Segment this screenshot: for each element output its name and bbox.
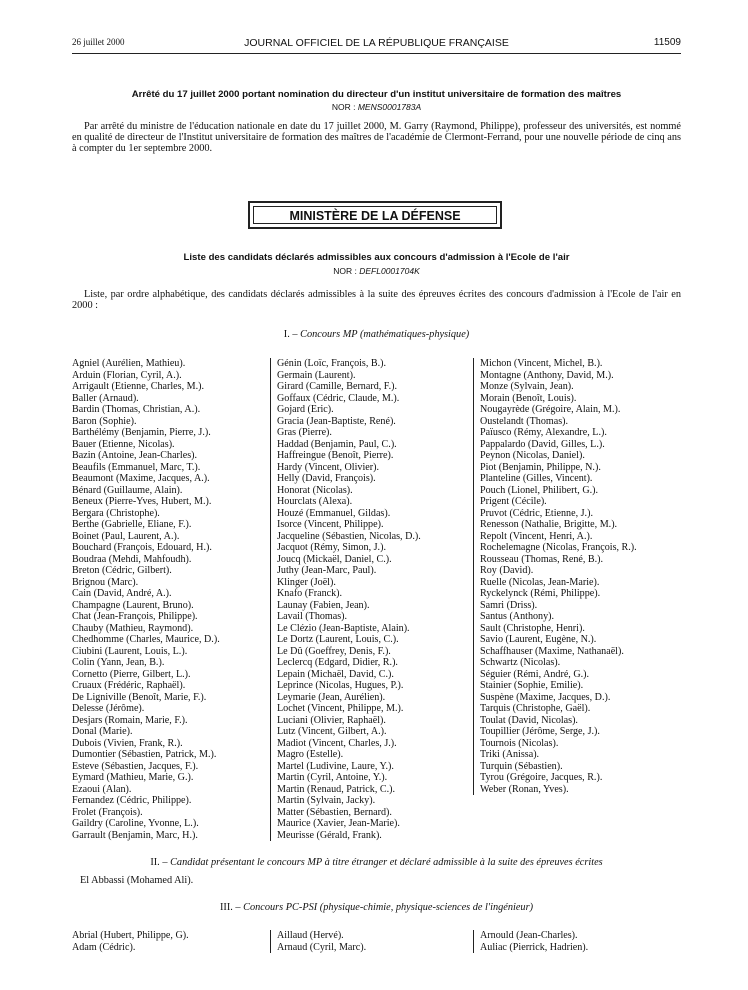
candidate-name: Le Dortz (Laurent, Louis, C.).	[277, 634, 399, 645]
candidate-name: Pruvot (Cédric, Etienne, J.).	[480, 507, 593, 519]
candidate-name: Arduin (Florian, Cyril, A.).	[72, 369, 182, 381]
candidate-name: Martin (Sylvain, Jacky).	[277, 795, 376, 806]
candidate-name: Meurisse (Gérald, Frank).	[277, 829, 382, 841]
candidate-name: Baron (Sophie).	[72, 415, 137, 427]
candidate-name: Renesson (Nathalie, Brigitte, M.).	[480, 519, 618, 530]
candidate-name: Ezaoui (Alan).	[72, 783, 132, 795]
section-1-column-1	[72, 358, 220, 841]
candidate-name: Leclercq (Edgard, Didier, R.).	[277, 657, 398, 668]
candidate-name: Berthe (Gabrielle, Eliane, F.).	[72, 519, 192, 530]
candidate-name: Ciubini (Laurent, Louis, L.).	[72, 645, 188, 657]
candidate-name: Ruelle (Nicolas, Jean-Marie).	[480, 576, 600, 588]
candidate-name: Magro (Estelle).	[277, 749, 344, 760]
candidate-name: Nougayrède (Grégoire, Alain, M.).	[480, 404, 621, 415]
candidate-name: Bauer (Etienne, Nicolas).	[72, 438, 175, 450]
liste-title: Liste des candidats déclarés admissibles aux concours d'admission à l'Ecole de l'air	[183, 252, 570, 263]
candidate-name: Tournois (Nicolas).	[480, 737, 559, 749]
candidate-name: Leymarie (Jean, Aurélien).	[277, 691, 386, 703]
liste-nor	[72, 266, 681, 276]
candidate-name: Montagne (Anthony, David, M.).	[480, 369, 614, 381]
candidate-name: Girard (Camille, Bernard, F.).	[277, 381, 398, 392]
candidate-name: Juthy (Jean-Marc, Paul).	[277, 565, 377, 576]
section-3-prefix: III. –	[219, 902, 241, 913]
candidate-name: Bénard (Guillaume, Alain).	[72, 484, 183, 496]
candidate-name: Arnaud (Cyril, Marc).	[277, 941, 367, 953]
candidate-name: Goffaux (Cédric, Claude, M.).	[277, 392, 400, 404]
candidate-name: Luciani (Olivier, Raphaël).	[277, 714, 386, 726]
candidate-name: Planteline (Gilles, Vincent).	[480, 473, 593, 484]
candidate-name: Séguier (Rémi, André, G.).	[480, 668, 590, 680]
candidate-name: Chauby (Mathieu, Raymond).	[72, 622, 194, 634]
section-1-prefix: I. –	[283, 329, 298, 340]
candidate-name: Samri (Driss).	[480, 599, 538, 611]
candidate-name: Garrault (Benjamin, Marc, H.).	[72, 829, 198, 841]
header-rule	[72, 53, 681, 54]
section-2-heading	[72, 857, 681, 868]
candidate-name: Breton (Cédric, Gilbert).	[72, 565, 172, 576]
candidate-name: Weber (Ronan, Yves).	[480, 783, 569, 795]
candidate-name: Isorce (Vincent, Philippe).	[277, 519, 384, 530]
candidate-name: Ryckelynck (Rémi, Philippe).	[480, 588, 601, 599]
candidate-name: Dubois (Vivien, Frank, R.).	[72, 737, 183, 749]
candidate-name: Triki (Anissa).	[480, 749, 540, 760]
section-1-column-2	[270, 358, 421, 841]
candidate-name: Matter (Sébastien, Bernard).	[277, 806, 392, 818]
candidate-name: Aillaud (Hervé).	[277, 930, 344, 941]
candidate-name: Beaufils (Emmanuel, Marc, T.).	[72, 461, 201, 473]
liste-nor-value: DEFL0001704K	[359, 266, 420, 276]
candidate-name: Boinet (Paul, Laurent, A.).	[72, 530, 180, 542]
section-1-label: Concours MP (mathématiques-physique)	[300, 329, 470, 340]
arrete-title: Arrêté du 17 juillet 2000 portant nomination du directeur d'un institut universitaire de formation des maîtres	[131, 89, 622, 100]
candidate-name: Dumontier (Sébastien, Patrick, M.).	[72, 749, 217, 760]
section-3-label: Concours PC-PSI (physique-chimie, physique-sciences de l'ingénieur)	[243, 902, 534, 913]
arrete-nor-value: MENS0001783A	[357, 102, 422, 112]
candidate-name: Helly (David, François).	[277, 473, 376, 484]
candidate-name: Lutz (Vincent, Gilbert, A.).	[277, 726, 387, 737]
section-2-prefix: II. –	[150, 857, 168, 868]
candidate-name: Auliac (Pierrick, Hadrien).	[480, 941, 589, 953]
section-2-candidate: El Abbassi (Mohamed Ali).	[80, 875, 194, 886]
candidate-name: Piot (Benjamin, Philippe, N.).	[480, 461, 601, 473]
candidate-name: Lepain (Michaël, David, C.).	[277, 668, 394, 680]
candidate-name: Lochet (Vincent, Philippe, M.).	[277, 703, 404, 714]
candidate-name: Haddad (Benjamin, Paul, C.).	[277, 438, 397, 450]
candidate-name: Martin (Cyril, Antoine, Y.).	[277, 772, 388, 783]
candidate-name: Prigent (Cécile).	[480, 496, 547, 507]
candidate-name: Hourclats (Alexa).	[277, 496, 353, 507]
candidate-name: Arrigault (Etienne, Charles, M.).	[72, 381, 205, 392]
candidate-name: Suspène (Maxime, Jacques, D.).	[480, 691, 611, 703]
candidate-name: Oustelandt (Thomas).	[480, 415, 569, 427]
candidate-name: Baller (Arnaud).	[72, 392, 139, 404]
section-3-column-1	[72, 930, 189, 953]
candidate-name: Gaildry (Caroline, Yvonne, L.).	[72, 818, 199, 829]
candidate-name: Santus (Anthony).	[480, 611, 555, 622]
candidate-name: Jacqueline (Sébastien, Nicolas, D.).	[277, 530, 421, 542]
ministry-heading-box	[248, 201, 502, 229]
candidate-name: Le Clézio (Jean-Baptiste, Alain).	[277, 622, 410, 634]
candidate-name: Chedhomme (Charles, Maurice, D.).	[72, 634, 220, 645]
candidate-name: Génin (Loïc, François, B.).	[277, 358, 387, 369]
arrete-body: Par arrêté du ministre de l'éducation nationale en date du 17 juillet 2000, M. Garry (Raymond, Philippe), professeur des universités, est nommé en qualité de directeur de l'Institut universitaire de formation des maîtres de l'académie de Clermont-Ferrand, pour une nouvelle période de cinq ans à compter du 1er septembre 2000.	[72, 121, 681, 155]
candidate-name: Chat (Jean-François, Philippe).	[72, 611, 198, 622]
candidate-name: Peynon (Nicolas, Daniel).	[480, 450, 585, 461]
candidate-name: Lavail (Thomas).	[277, 611, 348, 622]
candidate-name: Barthélémy (Benjamin, Pierre, J.).	[72, 427, 211, 438]
header-page-number: 11509	[653, 37, 681, 48]
candidate-name: Bazin (Antoine, Jean-Charles).	[72, 450, 198, 461]
candidate-name: Schwartz (Nicolas).	[480, 657, 561, 668]
candidate-name: Klinger (Joël).	[277, 576, 336, 588]
candidate-name: Adam (Cédric).	[72, 941, 136, 953]
section-1-column-3	[473, 358, 637, 795]
candidate-name: Gras (Pierre).	[277, 427, 332, 438]
candidate-name: Agniel (Aurélien, Mathieu).	[72, 358, 186, 369]
candidate-name: Esteve (Sébastien, Jacques, F.).	[72, 760, 199, 772]
candidate-name: Rousseau (Thomas, René, B.).	[480, 553, 604, 565]
candidate-name: Bergara (Christophe).	[72, 507, 160, 519]
candidate-name: Champagne (Laurent, Bruno).	[72, 599, 194, 611]
candidate-name: Turquin (Sébastien).	[480, 760, 563, 772]
candidate-name: Cruaux (Frédéric, Raphaël).	[72, 680, 186, 691]
candidate-name: Fernandez (Cédric, Philippe).	[72, 795, 192, 806]
candidate-name: Tyrou (Grégoire, Jacques, R.).	[480, 772, 603, 783]
candidate-name: Jacquot (Rémy, Simon, J.).	[277, 542, 386, 553]
candidate-name: Cornetto (Pierre, Gilbert, L.).	[72, 668, 191, 680]
candidate-name: Pouch (Lionel, Philibert, G.).	[480, 484, 599, 496]
candidate-name: Martel (Ludivine, Laure, Y.).	[277, 760, 394, 772]
candidate-name: Leprince (Nicolas, Hugues, P.).	[277, 680, 404, 691]
candidate-name: Tarquis (Christophe, Gaël).	[480, 703, 591, 714]
candidate-name: Roy (David).	[480, 565, 534, 576]
candidate-name: Païusco (Rémy, Alexandre, L.).	[480, 427, 607, 438]
candidate-name: Abrial (Hubert, Philippe, G).	[72, 930, 189, 941]
candidate-name: Pappalardo (David, Gilles, L.).	[480, 438, 605, 450]
section-2-label: Candidat présentant le concours MP à titre étranger et déclaré admissible à la suite des épreuves écrites	[170, 857, 603, 868]
candidate-name: Delesse (Jérôme).	[72, 703, 145, 714]
candidate-name: Toulat (David, Nicolas).	[480, 714, 578, 726]
candidate-name: Repolt (Vincent, Henri, A.).	[480, 530, 593, 542]
liste-nor-label: NOR :	[333, 266, 357, 276]
candidate-name: Stainier (Sophie, Emilie).	[480, 680, 584, 691]
candidate-name: Launay (Fabien, Jean).	[277, 599, 370, 611]
candidate-name: Michon (Vincent, Michel, B.).	[480, 358, 603, 369]
ministry-heading: MINISTÈRE DE LA DÉFENSE	[253, 206, 497, 224]
candidate-name: Knafo (Franck).	[277, 588, 343, 599]
candidate-name: Toupillier (Jérôme, Serge, J.).	[480, 726, 600, 737]
candidate-name: Houzé (Emmanuel, Gildas).	[277, 507, 391, 519]
candidate-name: Gracia (Jean-Baptiste, René).	[277, 415, 396, 427]
candidate-name: Martin (Renaud, Patrick, C.).	[277, 783, 396, 795]
candidate-name: Schaffhauser (Maxime, Nathanaël).	[480, 645, 624, 657]
candidate-name: Colin (Yann, Jean, B.).	[72, 657, 165, 668]
candidate-name: Eymard (Mathieu, Marie, G.).	[72, 772, 194, 783]
candidate-name: Frolet (François).	[72, 806, 143, 818]
section-3-column-3	[473, 930, 588, 953]
candidate-name: Boudraa (Mehdi, Mahfoudh).	[72, 553, 192, 565]
candidate-name: Sault (Christophe, Henri).	[480, 622, 585, 634]
arrete-nor-label: NOR :	[331, 102, 356, 112]
candidate-name: Brignou (Marc).	[72, 576, 139, 588]
running-header	[72, 37, 681, 51]
candidate-name: Bouchard (François, Edouard, H.).	[72, 542, 212, 553]
section-1-heading	[72, 329, 681, 340]
candidate-name: Arnould (Jean-Charles).	[480, 930, 578, 941]
candidate-name: Le Dû (Goeffrey, Denis, F.).	[277, 645, 391, 657]
candidate-name: Beaumont (Maxime, Jacques, A.).	[72, 473, 210, 484]
candidate-name: Madiot (Vincent, Charles, J.).	[277, 737, 397, 749]
candidate-name: Bardin (Thomas, Christian, A.).	[72, 404, 201, 415]
candidate-name: Morain (Benoît, Louis).	[480, 392, 577, 404]
candidate-name: Rochelemagne (Nicolas, François, R.).	[480, 542, 637, 553]
candidate-name: Haffreingue (Benoît, Pierre).	[277, 450, 394, 461]
candidate-name: Donal (Marie).	[72, 726, 133, 737]
candidate-name: Joucq (Mickaël, Daniel, C.).	[277, 553, 392, 565]
candidate-name: Honorat (Nicolas).	[277, 484, 353, 496]
candidate-name: Monze (Sylvain, Jean).	[480, 381, 574, 392]
header-date: 26 juillet 2000	[72, 37, 125, 47]
candidate-name: Gojard (Eric).	[277, 404, 334, 415]
candidate-name: Maurice (Xavier, Jean-Marie).	[277, 818, 400, 829]
candidate-name: Hardy (Vincent, Olivier).	[277, 461, 379, 473]
liste-intro: Liste, par ordre alphabétique, des candidats déclarés admissibles à la suite des épreuves écrites des concours d'admission à l'Ecole de l'air en 2000 :	[72, 289, 681, 312]
header-journal-title: JOURNAL OFFICIEL DE LA RÉPUBLIQUE FRANÇAISE	[244, 37, 509, 49]
candidate-name: De Ligniville (Benoît, Marie, F.).	[72, 691, 207, 703]
arrete-nor	[72, 102, 681, 112]
candidate-name: Cain (David, André, A.).	[72, 588, 172, 599]
candidate-name: Beneux (Pierre-Yves, Hubert, M.).	[72, 496, 212, 507]
candidate-name: Desjars (Romain, Marie, F.).	[72, 714, 188, 726]
section-3-column-2	[270, 930, 366, 953]
section-3-heading	[72, 902, 681, 913]
candidate-name: Germain (Laurent).	[277, 369, 356, 381]
candidate-name: Savio (Laurent, Eugène, N.).	[480, 634, 597, 645]
